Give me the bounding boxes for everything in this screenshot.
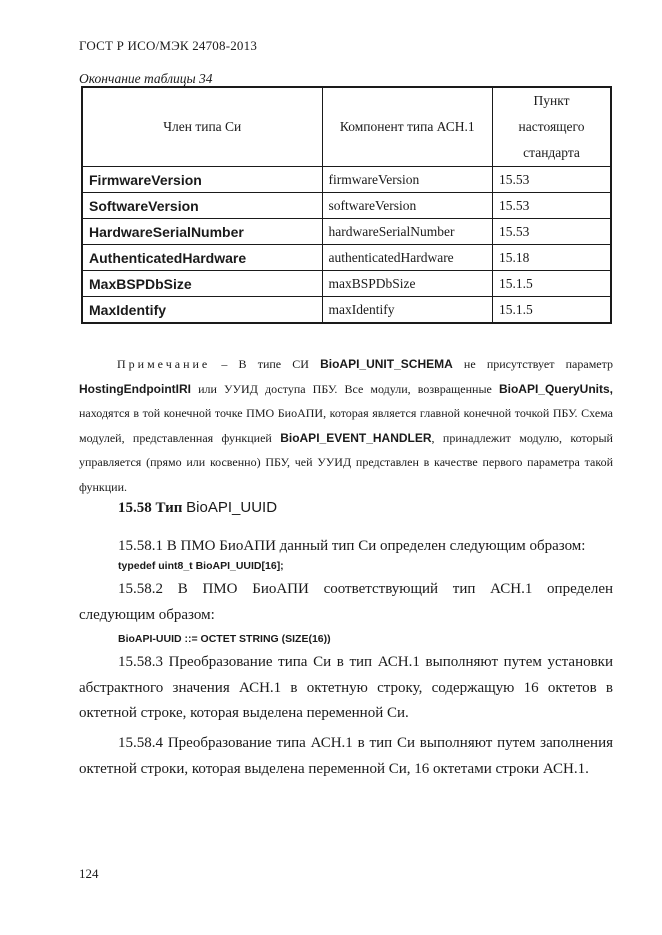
note-text: не присутствует параметр	[452, 357, 613, 371]
cell-asn-component: softwareVersion	[322, 193, 493, 219]
section-prefix: 15.58 Тип	[118, 500, 187, 516]
cell-asn-component: maxBSPDbSize	[322, 271, 493, 297]
cell-clause: 15.53	[493, 193, 611, 219]
cell-c-member: MaxIdentify	[82, 297, 322, 324]
cell-asn-component: firmwareVersion	[322, 167, 493, 193]
section-code: BioAPI_UUID	[186, 499, 278, 516]
cell-asn-component: authenticatedHardware	[322, 245, 493, 271]
paragraph-15-58-4: 15.58.4 Преобразование типа АСН.1 в тип Си выполняют путем заполнения октетной строки, которая выделена переменной Си, 16 октетами строки АСН.1.	[79, 735, 613, 777]
note-paragraph	[79, 352, 613, 499]
note-text: – В типе СИ	[210, 357, 321, 371]
cell-clause: 15.1.5	[493, 271, 611, 297]
cell-clause: 15.1.5	[493, 297, 611, 324]
cell-c-member: FirmwareVersion	[82, 167, 322, 193]
cell-c-member: AuthenticatedHardware	[82, 245, 322, 271]
section-heading	[118, 499, 277, 517]
table-row	[82, 167, 611, 193]
note-text: , принадлежит модулю, который управляется (прямо или косвенно) ПБУ, чей УУИД представлен в качестве первого параметра такой функции.	[79, 430, 613, 494]
code-asn-definition: BioAPI-UUID ::= OCTET STRING (SIZE(16))	[118, 633, 331, 645]
cell-c-member: MaxBSPDbSize	[82, 271, 322, 297]
document-header: ГОСТ Р ИСО/МЭК 24708-2013	[79, 38, 258, 53]
paragraph-15-58-1: 15.58.1 В ПМО БиоАПИ данный тип Си определен следующим образом:	[118, 538, 586, 554]
note-keyword: HostingEndpointIRI	[79, 381, 191, 396]
cell-c-member: SoftwareVersion	[82, 193, 322, 219]
note-keyword: BioAPI_UNIT_SCHEMA	[320, 357, 453, 371]
cell-asn-component: maxIdentify	[322, 297, 493, 324]
table-row	[82, 193, 611, 219]
note-text: находятся в той конечной точке ПМО БиоАПИ, которая является главной конечной точкой ПБУ. Схема модулей, представленная функцией	[79, 406, 613, 445]
header-c-member: Член типа Си	[82, 87, 322, 167]
page-number: 124	[79, 866, 99, 881]
table-row	[82, 245, 611, 271]
header-asn-component: Компонент типа АСН.1	[322, 87, 493, 167]
table-row	[82, 297, 611, 324]
table-caption: Окончание таблицы 34	[79, 71, 213, 86]
code-typedef: typedef uint8_t BioAPI_UUID[16];	[118, 560, 284, 572]
cell-clause: 15.53	[493, 167, 611, 193]
table-row	[82, 219, 611, 245]
table-34	[81, 86, 612, 324]
note-keyword: BioAPI_EVENT_HANDLER	[280, 430, 432, 445]
header-clause: Пункт настоящего стандарта	[493, 87, 611, 167]
cell-clause: 15.53	[493, 219, 611, 245]
cell-c-member: HardwareSerialNumber	[82, 219, 322, 245]
cell-asn-component: hardwareSerialNumber	[322, 219, 493, 245]
table-row	[82, 271, 611, 297]
paragraph-15-58-3: 15.58.3 Преобразование типа Си в тип АСН.1 выполняют путем установки абстрактного значения АСН.1 в октетную строку, содержащую 16 октетов в октетной строке, которая выделена переменной Си.	[79, 654, 613, 721]
paragraph-15-58-2: 15.58.2 В ПМО БиоАПИ соответствующий тип АСН.1 определен следующим образом:	[79, 581, 613, 623]
note-keyword: BioAPI_QueryUnits,	[498, 381, 613, 396]
note-block	[79, 352, 613, 499]
note-label: Примечание	[117, 357, 211, 371]
cell-clause: 15.18	[493, 245, 611, 271]
note-text: или УУИД доступа ПБУ. Все модули, возвращенные	[190, 381, 499, 396]
table-header-row	[82, 87, 611, 167]
